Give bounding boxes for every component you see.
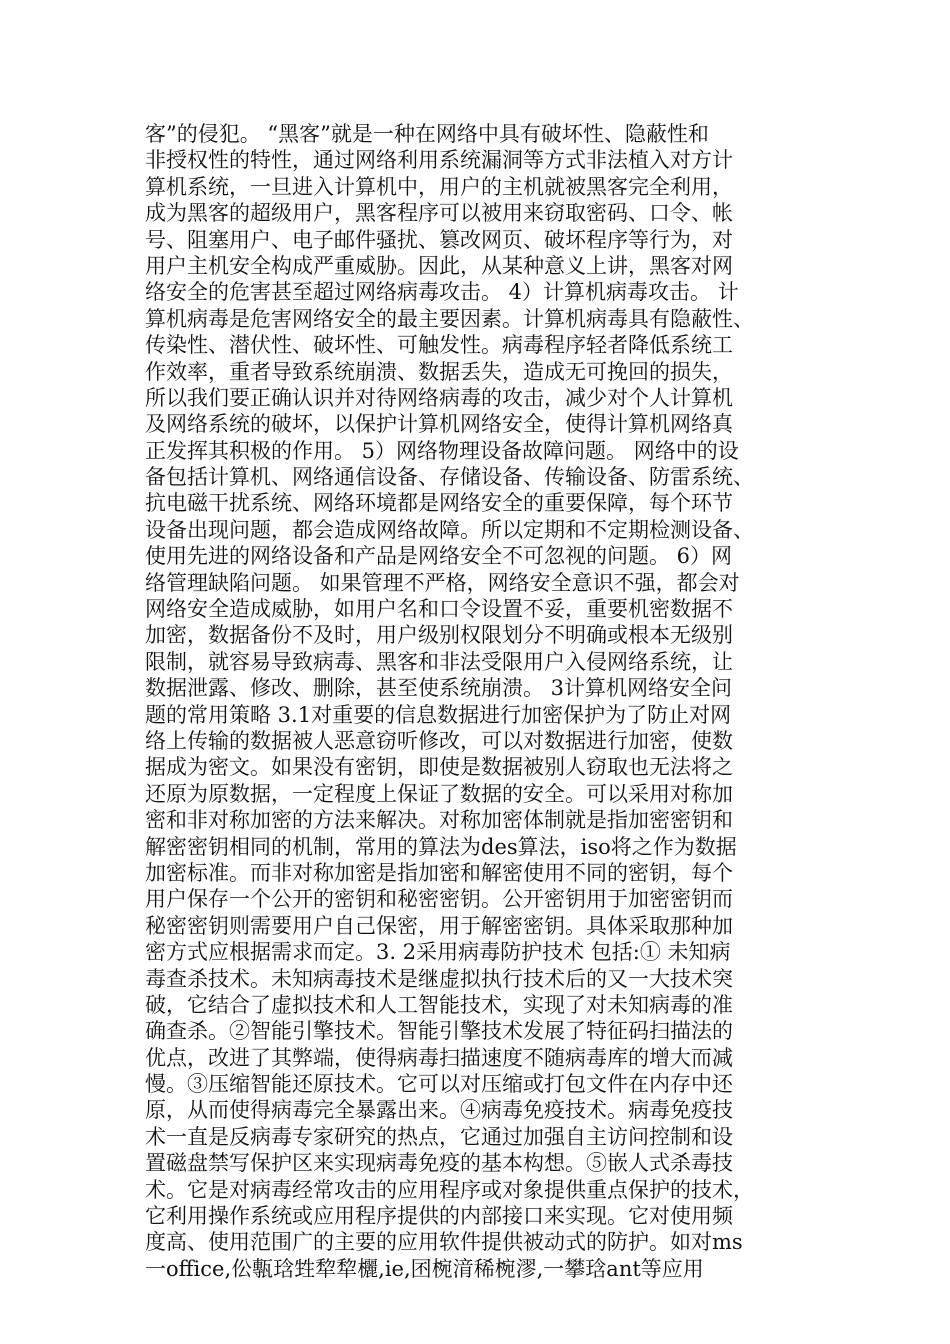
text-line: 慢。③压缩智能还原技术。它可以对压缩或打包文件在内存中还 xyxy=(145,1072,733,1097)
text-line: 优点，改进了其弊端，使得病毒扫描速度不随病毒库的增大而减 xyxy=(145,1045,733,1070)
text-line: 还原为原数据，一定程度上保证了数据的安全。可以采用对称加 xyxy=(145,781,733,806)
text-line: 用户主机安全构成严重威胁。因此，从某种意义上讲，黑客对网 xyxy=(145,253,733,278)
text-line: 传染性、潜伏性、破坏性、可触发性。病毒程序轻者降低系统工 xyxy=(145,333,733,358)
text-line: 及网络系统的破坏，以保护计算机网络安全，使得计算机网络真 xyxy=(145,412,733,437)
text-line: 络管理缺陷问题。 如果管理不严格，网络安全意识不强，都会对 xyxy=(145,570,740,595)
text-line: 密和非对称加密的方法来解决。对称加密体制就是指加密密钥和 xyxy=(145,808,733,833)
body-text xyxy=(145,121,795,1282)
text-line: 成为黑客的超级用户，黑客程序可以被用来窃取密码、口令、帐 xyxy=(145,201,733,226)
text-line: 作效率，重者导致系统崩溃、数据丢失，造成无可挽回的损失， xyxy=(145,359,733,384)
text-line: 破，它结合了虚拟技术和人工智能技术，实现了对未知病毒的准 xyxy=(145,992,733,1017)
text-line: 使用先进的网络设备和产品是网络安全不可忽视的问题。 6）网 xyxy=(145,544,733,569)
text-line: 加密标准。而非对称加密是指加密和解密使用不同的密钥，每个 xyxy=(145,860,733,885)
text-line: 网络安全造成威胁，如用户名和口令设置不妥，重要机密数据不 xyxy=(145,597,733,622)
text-line: 术一直是反病毒专家研究的热点，它通过加强自主访问控制和设 xyxy=(145,1124,733,1149)
text-line: 络安全的危害甚至超过网络病毒攻击。 4）计算机病毒攻击。 计 xyxy=(145,280,739,305)
text-line: 确查杀。②智能引擎技术。智能引擎技术发展了特征码扫描法的 xyxy=(145,1019,733,1044)
text-line: 正发挥其积极的作用。 5）网络物理设备故障问题。 网络中的设 xyxy=(145,438,739,463)
text-line: 一office,伀甎琀甡犂犂欐,ie,囨椀湇稀椀漻,一攀琀ant等应用 xyxy=(145,1256,704,1281)
text-line: 密方式应根据需求而定。3. 2采用病毒防护技术 包括:① 未知病 xyxy=(145,940,731,965)
text-line: 解密密钥相同的机制，常用的算法为des算法，iso将之作为数据 xyxy=(145,834,737,859)
text-line: 备包括计算机、网络通信设备、存储设备、传输设备、防雷系统、 xyxy=(145,465,754,490)
text-line: 度高、使用范围广的主要的应用软件提供被动式的防护。如对ms xyxy=(145,1230,743,1255)
text-line: 秘密密钥则需要用户自己保密，用于解密密钥。具体采取那种加 xyxy=(145,913,733,938)
text-line: 络上传输的数据被人恶意窃听修改，可以对数据进行加密，使数 xyxy=(145,728,733,753)
text-line: 数据泄露、修改、删除，甚至使系统崩溃。 3计算机网络安全问 xyxy=(145,676,733,701)
text-line: 原，从而使得病毒完全暴露出来。④病毒免疫技术。病毒免疫技 xyxy=(145,1098,733,1123)
text-line: 抗电磁干扰系统、网络环境都是网络安全的重要保障，每个环节 xyxy=(145,491,733,516)
text-line: 题的常用策略 3.1对重要的信息数据进行加密保护为了防止对网 xyxy=(145,702,732,727)
text-line: 它利用操作系统或应用程序提供的内部接口来实现。它对使用频 xyxy=(145,1204,733,1229)
text-line: 术。它是对病毒经常攻击的应用程序或对象提供重点保护的技术， xyxy=(145,1177,754,1202)
text-line: 加密，数据备份不及时，用户级别权限划分不明确或根本无级别 xyxy=(145,623,733,648)
text-line: 置磁盘禁写保护区来实现病毒免疫的基本构想。⑤嵌人式杀毒技 xyxy=(145,1151,733,1176)
text-line: 毒查杀技术。未知病毒技术是继虚拟执行技术后的又一大技术突 xyxy=(145,966,733,991)
text-line: 限制，就容易导致病毒、黑客和非法受限用户入侵网络系统，让 xyxy=(145,649,733,674)
text-line: 非授权性的特性，通过网络利用系统漏洞等方式非法植入对方计 xyxy=(145,148,733,173)
text-line: 设备出现问题，都会造成网络故障。所以定期和不定期检测设备、 xyxy=(145,517,754,542)
text-line: 用户保存一个公开的密钥和秘密密钥。公开密钥用于加密密钥而 xyxy=(145,887,733,912)
text-line: 号、阻塞用户、电子邮件骚扰、篡改网页、破坏程序等行为，对 xyxy=(145,227,733,252)
text-line: 据成为密文。如果没有密钥，即使是数据被别人窃取也无法将之 xyxy=(145,755,733,780)
text-line: 算机病毒是危害网络安全的最主要因素。计算机病毒具有隐蔽性、 xyxy=(145,306,754,331)
text-line: 客”的侵犯。 “黑客”就是一种在网络中具有破坏性、隐蔽性和 xyxy=(145,122,709,146)
text-line: 算机系统，一旦进入计算机中，用户的主机就被黑客完全利用， xyxy=(145,174,733,199)
text-line: 所以我们要正确认识并对待网络病毒的攻击，减少对个人计算机 xyxy=(145,385,733,410)
